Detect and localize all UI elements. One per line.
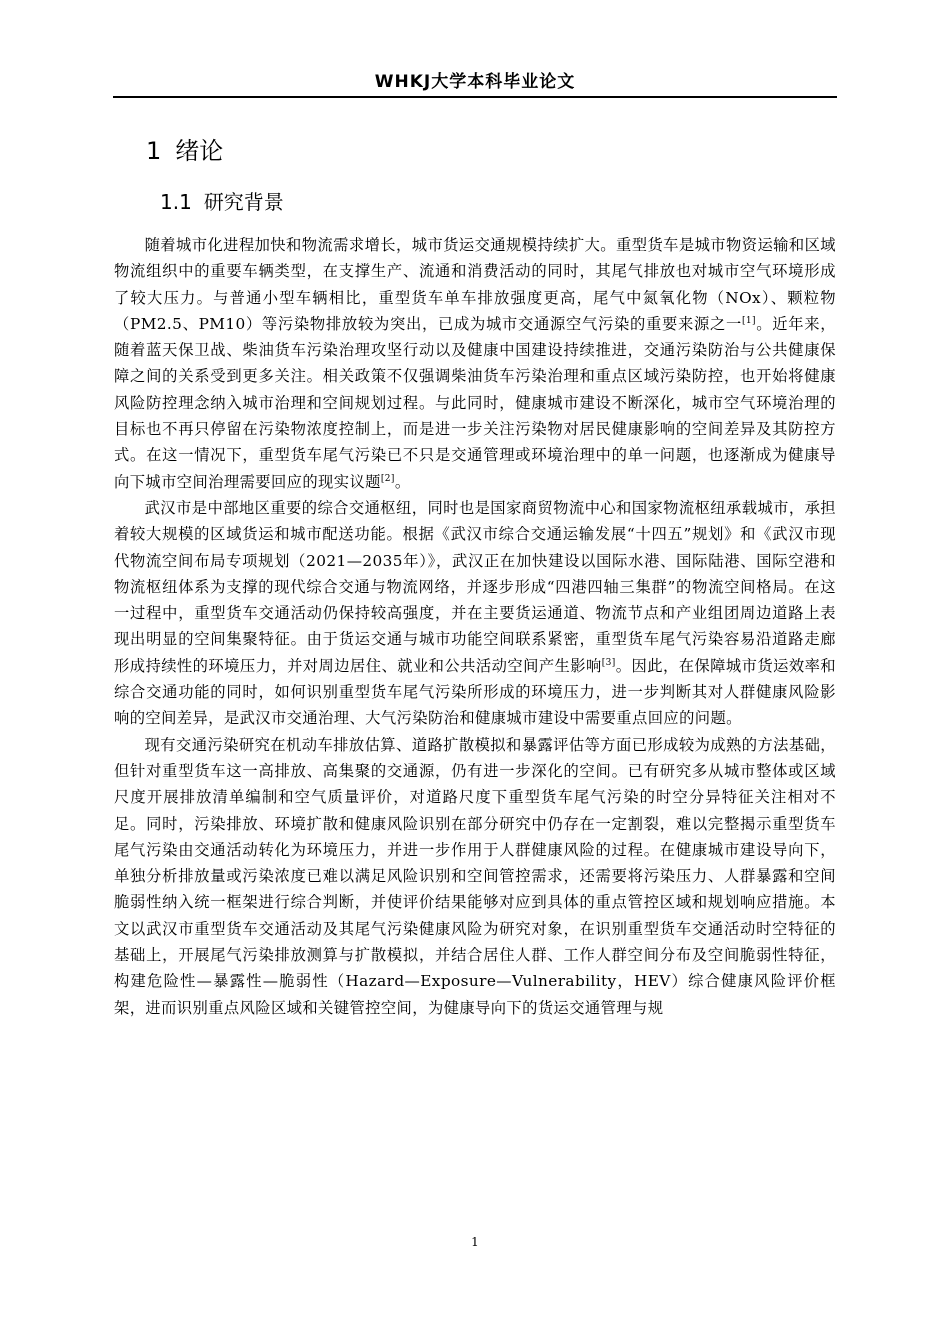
chapter-number: 1 — [146, 137, 162, 165]
section-number: 1.1 — [160, 190, 192, 214]
citation-marker: [2] — [380, 473, 395, 484]
paragraph-text: 。近年来，随着蓝天保卫战、柴油货车污染治理攻坚行动以及健康中国建设持续推进，交通污染防治与公共健康保障之间的关系受到更多关注。相关政策不仅强调柴油货车污染治理和重点区域污染防控，也开始将健康风险防控理念纳入城市治理和空间规划过程。与此同时，健康城市建设不断深化，城市空气环境治理的目标也不再只停留在污染物浓度控制上，而是进一步关注污染物对居民健康影响的空间差异及其防控方式。在这一情况下，重型货车尾气污染已不只是交通管理或环境治理中的单一问题，也逐渐成为健康导向下城市空间治理需要回应的现实议题 — [114, 314, 836, 491]
header-rule — [113, 96, 837, 98]
citation-marker: [3] — [601, 657, 616, 668]
paragraph-text: 随着城市化进程加快和物流需求增长，城市货运交通规模持续扩大。重型货车是城市物资运输和区域物流组织中的重要车辆类型，在支撑生产、流通和消费活动的同时，其尾气排放也对城市空气环境形成了较大压力。与普通小型车辆相比，重型货车单车排放强度更高，尾气中氮氧化物（NOx）、颗粒物（PM2.5、PM10）等污染物排放较为突出，已成为城市交通源空气污染的重要来源之一 — [114, 236, 836, 333]
page-number: 1 — [471, 1235, 479, 1249]
paragraph-text: 武汉市是中部地区重要的综合交通枢纽，同时也是国家商贸物流中心和国家物流枢纽承载城市，承担着较大规模的区域货运和城市配送功能。根据《武汉市综合交通运输发展“十四五”规划》和《武汉市现代物流空间布局专项规划（2021—2035年）》，武汉正在加快建设以国际水港、国际陆港、国际空港和物流枢纽体系为支撑的现代综合交通与物流网络，并逐步形成“四港四轴三集群”的物流空间格局。在这一过程中，重型货车交通活动仍保持较高强度，并在主要货运通道、物流节点和产业组团周边道路上表现出明显的空间集聚特征。由于货运交通与城市功能空间联系紧密，重型货车尾气污染容易沿道路走廊形成持续性的环境压力，并对周边居住、就业和公共活动空间产生影响 — [114, 498, 836, 675]
paragraph — [114, 232, 836, 495]
paragraph-text: 现有交通污染研究在机动车排放估算、道路扩散模拟和暴露评估等方面已形成较为成熟的方法基础，但针对重型货车这一高排放、高集聚的交通源，仍有进一步深化的空间。已有研究多从城市整体或区域尺度开展排放清单编制和空气质量评价，对道路尺度下重型货车尾气污染的时空分异特征关注相对不足。同时，污染排放、环境扩散和健康风险识别在部分研究中仍存在一定割裂，难以完整揭示重型货车尾气污染由交通活动转化为环境压力，并进一步作用于人群健康风险的过程。在健康城市建设导向下，单独分析排放量或污染浓度已难以满足风险识别和空间管控需求，还需要将污染压力、人群暴露和空间脆弱性纳入统一框架进行综合判断，并使评价结果能够对应到具体的重点管控区域和规划响应措施。本文以武汉市重型货车交通活动及其尾气污染健康风险为研究对象，在识别重型货车交通活动时空特征的基础上，开展尾气污染排放测算与扩散模拟，并结合居住人群、工作人群空间分布及空间脆弱性特征，构建危险性—暴露性—脆弱性（Hazard—Exposure—Vulnerability，HEV）综合健康风险评价框架，进而识别重点风险区域和关键管控空间，为健康导向下的货运交通管理与规 — [114, 735, 836, 1017]
paragraph-text: 。因此，在保障城市货运效率和综合交通功能的同时，如何识别重型货车尾气污染所形成的环境压力，进一步判断其对人群健康风险影响的空间差异，是武汉市交通治理、大气污染防治和健康城市建设中需要重点回应的问题。 — [114, 656, 836, 728]
section-title: 研究背景 — [203, 190, 284, 214]
paragraph — [114, 732, 836, 1021]
page-header-title: WHKJ大学本科毕业论文 — [374, 72, 576, 92]
body-text — [114, 232, 836, 1021]
citation-marker: [1] — [742, 315, 756, 326]
section-heading — [160, 188, 284, 216]
chapter-title: 绪论 — [175, 137, 224, 165]
paragraph — [114, 495, 836, 732]
chapter-heading — [146, 135, 223, 167]
paragraph-text: 。 — [394, 472, 411, 491]
